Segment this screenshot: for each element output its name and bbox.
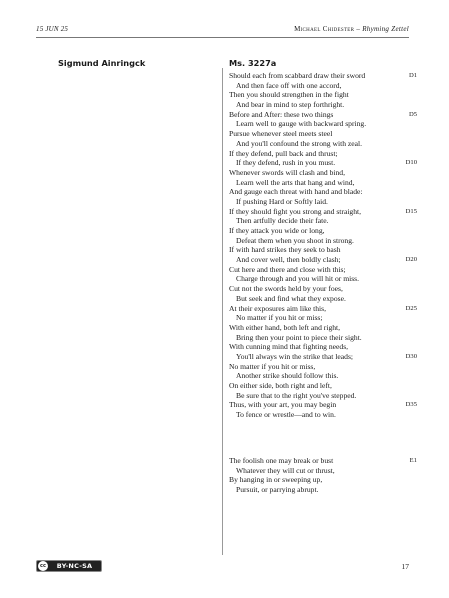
verse-line	[229, 197, 417, 207]
verse-line	[229, 90, 417, 100]
verse-line-text: Learn well to gauge with backward spring.	[236, 119, 367, 129]
verse-line	[229, 119, 417, 129]
verse-line	[229, 274, 417, 284]
verse-line-text: Should each from scabbard draw their sword	[229, 71, 366, 80]
verse-line-text: To fence or wrestle—and to win.	[236, 410, 336, 420]
verse-line-text: Then you should strengthen in the fight	[229, 90, 349, 100]
verse-line	[229, 255, 417, 265]
verse-line	[229, 158, 417, 168]
running-header-title	[294, 25, 409, 33]
verse-line	[229, 81, 417, 91]
verse-line	[229, 207, 417, 217]
verse-line-text: And gauge each threat with hand and blade:	[229, 187, 363, 197]
line-number: D15	[405, 207, 417, 215]
verse-line-text: Learn well the arts that hang and wind,	[236, 177, 355, 187]
verse-line-text: You'll always win the strike that leads;	[236, 351, 354, 361]
line-number: E1	[409, 457, 417, 464]
verse-line-text: If they attack you wide or long,	[229, 226, 325, 235]
verse-line	[229, 245, 417, 255]
verse-line	[229, 168, 417, 178]
verse-line	[229, 342, 417, 352]
verse-line-text: Before and After: these two things	[229, 109, 334, 119]
running-header-separator: –	[354, 25, 363, 33]
verse-line	[229, 236, 417, 246]
verse-line-text: If pushing Hard or Softly laid.	[236, 196, 328, 206]
verse-line-text: If they defend, pull back and thrust;	[229, 148, 338, 158]
verse-line-text: And then face off with one accord,	[236, 80, 342, 90]
verse-line	[229, 466, 417, 476]
verse-line	[229, 129, 417, 139]
verse-line-text: On either side, both right and left,	[229, 381, 332, 390]
left-column-heading: Sigmund Ainringck	[58, 58, 146, 68]
verse-line	[229, 216, 417, 226]
verse-line	[229, 178, 417, 188]
verse-line	[229, 139, 417, 149]
verse-line	[229, 475, 417, 485]
header-rule	[36, 37, 409, 38]
verse-line-text: Bring then your point to piece their sight.	[236, 332, 362, 342]
running-header-work: Rhyming Zettel	[362, 25, 409, 33]
verse-line	[229, 149, 417, 159]
verse-line	[229, 323, 417, 333]
verse-line	[229, 294, 417, 304]
verse-line	[229, 352, 417, 362]
verse-line-text: Then artfully decide their fate.	[236, 216, 329, 226]
verse-line-text: Whatever they will cut or thrust,	[236, 465, 335, 475]
verse-line	[229, 485, 417, 495]
verse-line	[229, 410, 417, 420]
verse-line-text: Pursue whenever steel meets steel	[229, 129, 333, 139]
page-number: 17	[401, 562, 409, 571]
verse-line-text: Defeat them when you shoot in strong.	[236, 235, 354, 245]
verse-line-text: With either hand, both left and right,	[229, 322, 341, 332]
verse-line-text: No matter if you hit or miss,	[229, 361, 316, 371]
verse-line-text: Another strike should follow this.	[236, 371, 339, 381]
verse-line	[229, 226, 417, 236]
verse-line-text: And cover well, then boldly clash;	[236, 255, 341, 265]
running-header-date: 15 JUN 25	[36, 25, 69, 33]
verse-line	[229, 100, 417, 110]
column-divider	[222, 68, 223, 555]
verse-line-text: Thus, with your art, you may begin	[229, 400, 337, 410]
verse-block-e	[229, 456, 417, 495]
verse-line	[229, 391, 417, 401]
verse-line-text: Pursuit, or parrying abrupt.	[236, 485, 319, 495]
verse-line	[229, 362, 417, 372]
verse-line-text: With cunning mind that fighting needs,	[229, 342, 349, 352]
verse-line-text: By hanging in or sweeping up,	[229, 475, 323, 485]
verse-line	[229, 304, 417, 314]
line-number: D1	[408, 72, 417, 79]
verse-line-text: If with hard strikes they seek to bash	[229, 245, 341, 255]
creative-commons-icon: cc	[38, 561, 48, 571]
line-number: D10	[405, 159, 417, 167]
verse-line-text: But seek and find what they expose.	[236, 293, 346, 303]
verse-line	[229, 456, 417, 466]
line-number: D25	[405, 304, 417, 312]
line-number: D20	[405, 256, 417, 264]
verse-line	[229, 313, 417, 323]
verse-line	[229, 110, 417, 120]
verse-line-text: If they should fight you strong and straight,	[229, 206, 362, 216]
verse-line-text: If they defend, rush in you must.	[236, 158, 336, 168]
line-number: D5	[408, 110, 417, 118]
verse-line-text: And you'll confound the strong with zeal.	[236, 138, 363, 148]
verse-line	[229, 265, 417, 275]
verse-line	[229, 284, 417, 294]
verse-block-d	[229, 71, 417, 420]
verse-line-text: Charge through and you will hit or miss.	[236, 274, 360, 284]
verse-line	[229, 381, 417, 391]
verse-line-text: Be sure that to the right you've stepped.	[236, 390, 357, 400]
verse-line	[229, 71, 417, 81]
verse-line-text: At their exposures aim like this,	[229, 303, 327, 313]
verse-line-text: Whenever swords will clash and bind,	[229, 167, 345, 177]
verse-line	[229, 333, 417, 343]
verse-line	[229, 187, 417, 197]
running-header-author: Michael Chidester	[294, 25, 355, 33]
line-number: D30	[405, 352, 417, 360]
verse-line	[229, 400, 417, 410]
right-column-heading: Ms. 3227a	[229, 58, 277, 68]
verse-line	[229, 371, 417, 381]
verse-line-text: And bear in mind to step forthright.	[236, 100, 345, 110]
verse-line-text: Cut not the swords held by your foes,	[229, 284, 343, 294]
verse-line-text: Cut here and there and close with this;	[229, 264, 346, 274]
verse-line-text: The foolish one may break or bust	[229, 456, 334, 465]
line-number: D35	[405, 401, 417, 409]
license-badge[interactable]	[36, 560, 102, 572]
license-label: BY-NC-SA	[56, 562, 93, 570]
verse-line-text: No matter if you hit or miss;	[236, 313, 323, 323]
